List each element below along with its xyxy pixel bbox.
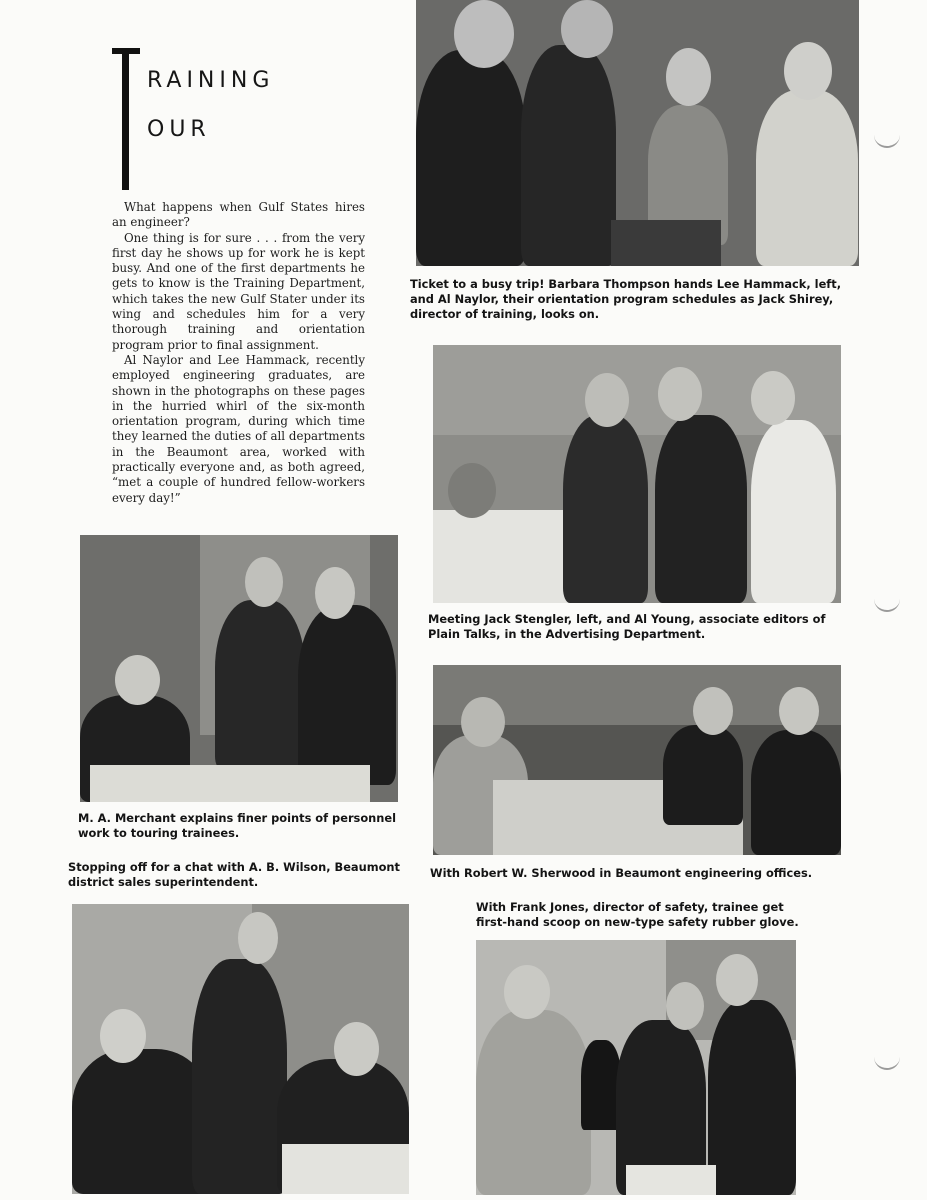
caption-wilson: Stopping off for a chat with A. B. Wilson, Beaumont district sales superintendent. bbox=[68, 860, 400, 889]
photo-wilson bbox=[72, 904, 409, 1194]
title-line-2: OUR bbox=[147, 117, 211, 142]
binder-hole-mark bbox=[874, 132, 900, 148]
photo-sherwood bbox=[433, 665, 841, 855]
caption-safety: With Frank Jones, director of safety, trainee get first-hand scoop on new-type safety rubber glove. bbox=[476, 900, 799, 929]
paragraph: Al Naylor and Lee Hammack, recently employed engineering graduates, are shown in the photographs on these pages in the hurried whirl of the six-month orientation program, during which time they learned the duties of all departments in the Beaumont area, worked with practically everyone and, as both agreed, “met a couple of hundred fellow-workers every day!” bbox=[112, 352, 365, 505]
binder-hole-mark bbox=[874, 1054, 900, 1070]
photo-advertising bbox=[433, 345, 841, 603]
photo-merchant bbox=[80, 535, 398, 802]
title-line-1: RAINING bbox=[147, 68, 275, 93]
article-body bbox=[112, 200, 365, 506]
paragraph: What happens when Gulf States hires an engineer? bbox=[112, 200, 365, 230]
photo-ticket bbox=[416, 0, 859, 266]
caption-merchant: M. A. Merchant explains finer points of personnel work to touring trainees. bbox=[78, 811, 397, 840]
caption-sherwood: With Robert W. Sherwood in Beaumont engineering offices. bbox=[430, 866, 813, 880]
caption-advertising: Meeting Jack Stengler, left, and Al Young, associate editors of Plain Talks, in the Advertising Department. bbox=[428, 612, 826, 641]
paragraph: One thing is for sure . . . from the very first day he shows up for work he is kept busy. And one of the first departments he gets to know is the Training Department, which takes the new Gulf Stater under its wing and schedules him for a very thorough training and orientation program prior to final assignment. bbox=[112, 230, 365, 352]
binder-hole-mark bbox=[874, 596, 900, 612]
photo-safety bbox=[476, 940, 796, 1195]
caption-ticket: Ticket to a busy trip! Barbara Thompson hands Lee Hammack, left, and Al Naylor, their orientation program schedules as Jack Shirey, director of training, looks on. bbox=[410, 277, 842, 321]
drop-cap-letter-t bbox=[118, 48, 134, 190]
